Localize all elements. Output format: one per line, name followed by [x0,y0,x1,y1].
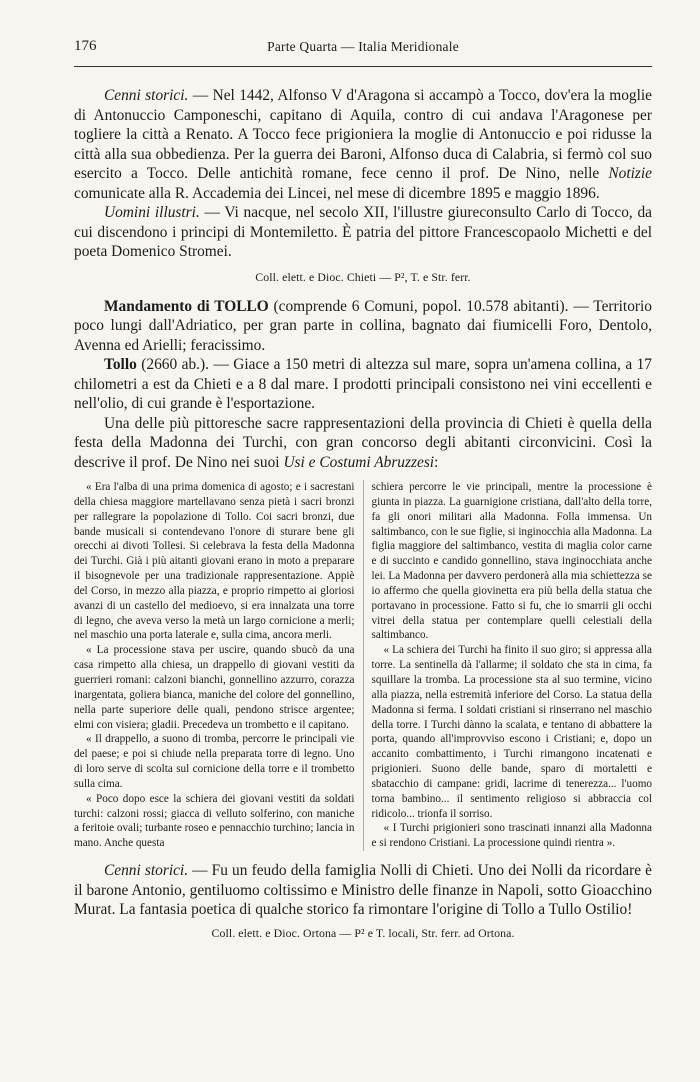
section-lead: Cenni storici. [104,87,189,104]
page-number: 176 [74,38,97,54]
paragraph-text: (comprende 6 Comuni, popol. 10.578 abitanti). — Territorio poco lungi dall'Adriatico, per gran parte in collina, bagnato dai fiumicelli Foro, Dentolo, Avenna ed Arielli; feracissimo. [74,297,652,354]
place-name: Tollo [104,356,137,373]
quote-paragraph: « I Turchi prigionieri sono trascinati innanzi alla Madonna e si rendono Cristiani. La processione quindi rientra ». [371,822,652,850]
section-title: Mandamento di TOLLO [104,297,269,315]
section-lead: Uomini illustri. [104,204,200,221]
quote-paragraph: « Era l'alba di una prima domenica di agosto; e i sacrestani della chiesa maggiore martellavano senza pietà i sacri bronzi per rallegrare la popolazione di Tollo. Coi sacri bronzi, due bande musicali si contendevano l'onore di sturare bene gli orecchi ai divoti Tollesi. Si celebrava la festa della Madonna dei Turchi. Già i più aitanti giovani erano in moto a preparare il bisognevole per una tradizionale rappresentazione. Appiè del Corso, in mezzo alla piazza, e proprio rimpetto ai gloriosi avanzi di un castello del medioevo, si era innalzata una torre di legno, che aveva verso la metà un largo cornicione a merli; nel maschio una porta laterale e, sulla cima, ancora merli. [74,481,355,642]
page-content [74,86,652,953]
paragraph-text: — Vi nacque, nel secolo XII, l'illustre giureconsulto Carlo di Tocco, da cui discendono i principi di Montemiletto. È patria del pittore Francescopaolo Michetti e del poeta Domenico Stromei. [74,204,652,260]
tocco-collegio: Coll. elett. e Dioc. Chieti — P², T. e Str. ferr. [255,269,471,284]
quote-paragraph: « Poco dopo esce la schiera dei giovani vestiti da soldati turchi: calzoni rossi; giacca di velluto solferino, con maniche a feritoie ovali; turbante roseo e pennacchio turchino; lancia in mano. Anche questa [74,792,355,850]
paragraph-text: : [434,453,439,471]
paragraph-text: (2660 ab.). — Giace a 150 metri di altezza sul mare, sopra un'amena collina, a 17 chilometri a est da Chieti e a 8 dal mare. I prodotti principali consistono nei vini eccellenti e nell'olio, di cui grande è l'esportazione. [74,356,652,412]
tocco-cenni-storici [74,86,652,203]
quotation-columns [74,480,652,851]
quote-paragraph: « La processione stava per uscire, quando sbucò da una casa rimpetto alla chiesa, un drappello di giovani vestiti da guerrieri romani: calzoni bianchi, gonnellino azzurro, corazza inargentata, goliera bianca, maniche del colore del gonnellino, nella parte superiore delle quali, pendono strisce argentee; elmi con visiera; gladii. Precedeva un trombetto e il capitano. [74,644,355,731]
quote-column-right [363,480,653,851]
quote-paragraph: « La schiera dei Turchi ha finito il suo giro; si appressa alla torre. La sentinella dà l'allarme; il soldato che sta in cima, fa squillare la tromba. La processione sta al suo termine, vicino alla piazza, nella estremità inferiore del Corso. La statua della Madonna si ferma. I soldati cristiani si rinserrano nel maschio della torre. I Turchi dànno la scalata, e tentano di abbattere la porta, quando all'improvviso escono i Cristiani; e, dopo un accanito combattimento, i Turchi rimangono incatenati e prigionieri. Suono delle bande, sparo di mortaletti e sbatacchio di campane: gridi, lacrime di tenerezza... l'uomo torna bambino... il sentimento religioso si abbraccia col ridicolo... trionfa il sorriso. [371,644,652,820]
header-rule [74,66,652,67]
paragraph-text: Una delle più pittoresche sacre rappresentazioni della provincia di Chieti è quella della festa della Madonna dei Turchi, con gran concorso degli abitanti circonvicini. Così la descrive il prof. De Nino nei suoi [74,414,652,471]
book-title: Usi e Costumi Abruzzesi [283,453,435,471]
paragraph-text: — Fu un feudo della famiglia Nolli di Chieti. Uno dei Nolli da ricordare è il barone Antonio, gentiluomo coltissimo e Ministro delle finanze in Napoli, sotto Gioacchino Murat. La fantasia poetica di qualche storico fa rimontare l'origine di Tollo a Tullo Ostilio! [74,862,652,919]
section-lead: Cenni storici. [104,862,189,880]
page-header [74,38,652,60]
tollo-festa-intro [74,414,652,473]
tollo-collegio: Coll. elett. e Dioc. Ortona — P² e T. locali, Str. ferr. ad Ortona. [211,925,515,940]
publication-title: Notizie [608,165,652,182]
running-head: Parte Quarta — Italia Meridionale [267,39,459,54]
tocco-uomini-illustri [74,203,652,262]
quote-column-left [74,480,363,851]
mandamento-tollo [74,297,652,356]
tollo-description [74,355,652,414]
paragraph-text: — Nel 1442, Alfonso V d'Aragona si accampò a Tocco, dov'era la moglie di Antonuccio Camponeschi, capitano di Aquila, contro di cui andava l'Aragonese per togliere la città a Renato. A Tocco fece prigioniera la moglie di Antonuccio e poi ridusse la città alla sua obbedienza. Per la guerra dei Baroni, Alfonso duca di Calabria, si fermò col suo esercito a Tocco. Delle antichità romane, fece cenno il prof. De Nino, nelle [74,87,653,182]
quote-paragraph: « Il drappello, a suono di tromba, percorre le principali vie del paese; e poi si chiude nella preparata torre di legno. Uno di loro serve di scolta sul cornicione della torre e il trombetto sulla cima. [74,733,355,790]
quote-paragraph: schiera percorre le vie principali, mentre la processione è giunta in piazza. La guarnigione cristiana, dall'alto della torre, fa gli onori militari alla Madonna. Folla immensa. Un saltimbanco, con le sue figlie, si inginocchia alla Madonna. La figlia maggiore del saltimbanco, vestita di maglia color carne e di succinto e candido gonnellino, stava inginocchiata anche lei. La Madonna per davvero perdonerà alla mia schiettezza se io affermo che quella giovinetta era più bella della statua che portavano in processione. Fatto si fu, che io smarrii gli occhi vitrei della statua per contemplare quelli celestiali della saltimbanco. [371,481,652,642]
tollo-cenni-storici [74,861,652,920]
paragraph-text: comunicate alla R. Accademia dei Lincei, nel mese di dicembre 1895 e maggio 1896. [74,184,600,202]
